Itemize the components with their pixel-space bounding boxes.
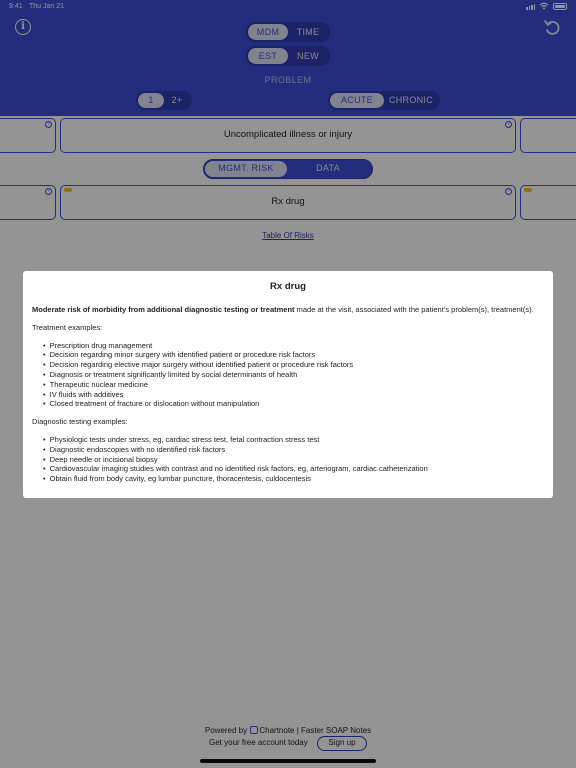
- powered-by-label: Powered by: [204, 726, 248, 735]
- problem-label: PROBLEM: [264, 75, 312, 85]
- toggle-acute[interactable]: ACUTE: [330, 93, 384, 108]
- status-date: Thu Jan 21: [29, 3, 65, 10]
- help-icon[interactable]: ?: [45, 188, 52, 195]
- list-item: • Diagnostic endoscopies with no identified risk factors: [43, 445, 547, 455]
- table-of-risks-link[interactable]: Table Of Risks: [262, 231, 314, 240]
- toggle-mgmt-risk[interactable]: MGMT. RISK: [205, 161, 287, 177]
- brand-link[interactable]: Chartnote | Faster SOAP Notes: [259, 726, 372, 735]
- list-item: • Decision regarding elective major surgery without identified patient or procedure risk factors: [43, 360, 547, 370]
- info-icon[interactable]: i: [15, 19, 31, 35]
- toggle-count-2plus[interactable]: 2+: [171, 95, 183, 105]
- modal-intro-rest: made at the visit, associated with the patient’s problem(s), treatment(s).: [294, 305, 534, 314]
- list-item: • IV fluids with additives: [43, 390, 547, 400]
- diagnostic-heading: Diagnostic testing examples:: [32, 417, 128, 427]
- diagnostic-list: [43, 435, 547, 484]
- toggle-mdm[interactable]: MDM: [248, 24, 288, 40]
- list-item: • Obtain fluid from body cavity, eg lumbar puncture, thoracentesis, culdocentesis: [43, 474, 547, 484]
- modal-body: [32, 305, 547, 492]
- footer-cta: Get your free account today: [209, 738, 308, 747]
- modal-title: Rx drug: [270, 281, 306, 292]
- list-item: • Physiologic tests under stress, eg, cardiac stress test, fetal contraction stress test: [43, 435, 547, 445]
- status-time: 9:41: [9, 3, 23, 10]
- toggle-data[interactable]: DATA: [316, 163, 340, 173]
- treatment-heading: Treatment examples:: [32, 322, 103, 332]
- help-icon[interactable]: ?: [505, 188, 512, 195]
- list-item: • Prescription drug management: [43, 341, 547, 351]
- modal-intro-bold: Moderate risk of morbidity from additional diagnostic testing or treatment: [32, 305, 295, 314]
- toggle-new[interactable]: NEW: [297, 51, 319, 61]
- help-icon[interactable]: ?: [45, 121, 52, 128]
- toggle-count-1[interactable]: 1: [138, 93, 164, 108]
- list-item: • Closed treatment of fracture or dislocation without manipulation: [43, 399, 547, 409]
- list-item: • Decision regarding minor surgery with identified patient or procedure risk factors: [43, 350, 547, 360]
- toggle-chronic[interactable]: CHRONIC: [388, 95, 434, 105]
- list-item: • Deep needle or incisional biopsy: [43, 455, 547, 465]
- list-item: • Cardiovascular imaging studies with contrast and no identified risk factors, eg, arteriogram, cardiac catheterization: [43, 464, 547, 474]
- modal-intro: [32, 305, 547, 315]
- problem-card-label: Uncomplicated illness or injury: [223, 129, 353, 140]
- toggle-time[interactable]: TIME: [296, 27, 320, 37]
- toggle-est[interactable]: EST: [248, 48, 288, 64]
- treatment-list: [43, 341, 547, 410]
- signup-button[interactable]: Sign up: [317, 736, 367, 751]
- list-item: • Therapeutic nuclear medicine: [43, 380, 547, 390]
- risk-detail-modal: [23, 271, 553, 498]
- risk-card-label: Rx drug: [271, 196, 305, 207]
- help-icon[interactable]: ?: [505, 121, 512, 128]
- list-item: • Diagnosis or treatment significantly limited by social determinants of health: [43, 370, 547, 380]
